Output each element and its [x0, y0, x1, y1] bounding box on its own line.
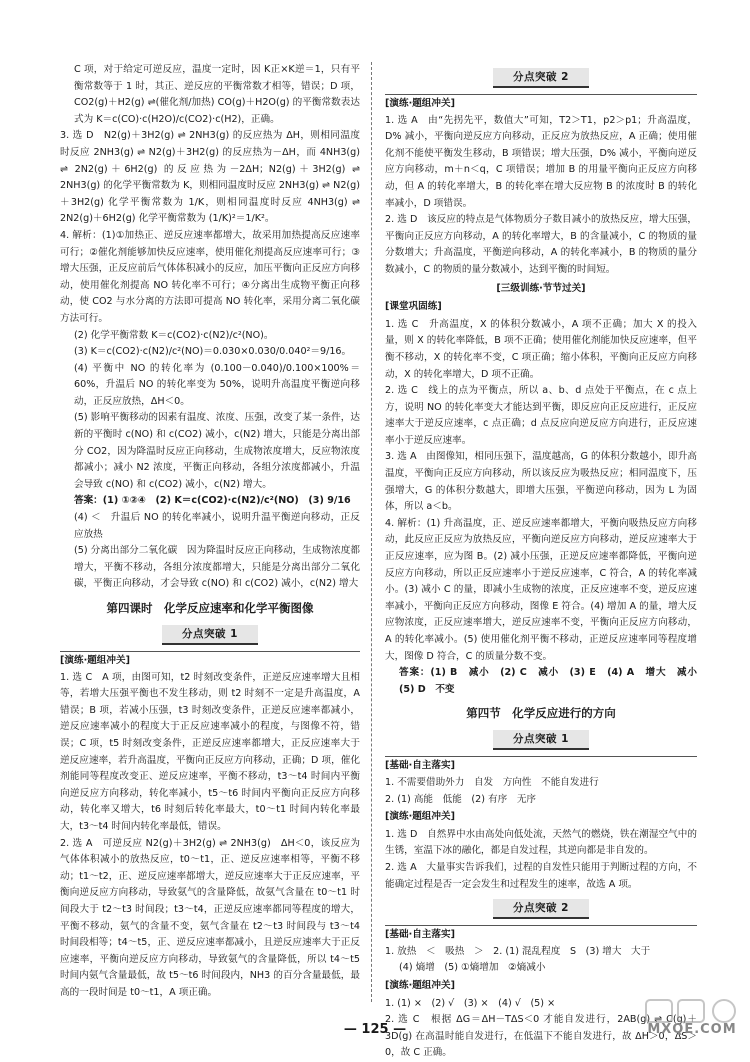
answer-paragraph: (4) ＜ 升温后 NO 的转化率减小，说明升温平衡逆向移动，正反应放热: [74, 512, 360, 540]
answer-paragraph: 1. 选 C 升高温度，X 的体积分数减小，A 项不正确；加大 X 的投入量，则 X 的转化率降低，B 项不正确；使用催化剂能加快反应速率，但平衡不移动，X 的转化率不变，C 项正确；缩小体积，平衡向正反应方向移动，X 的转化率增大，D 项不正确。: [385, 318, 697, 380]
answer-paragraph: (2) 化学平衡常数 K＝c(CO2)·c(N2)/c²(NO)。: [74, 329, 274, 341]
answer-paragraph: (4) 熵增 (5) ①熵增加 ②熵减小: [399, 962, 546, 974]
answer-paragraph: 3. 选 A 由图像知，相同压强下，温度越高，G 的体积分数越小，即升高温度，平衡向正反应方向移动，所以该反应为吸热反应；相同温度下，压强增大，G 的体积分数越大，即增大压强，平衡逆向移动，因为 L 为固体，所以 a＜b。: [385, 451, 697, 513]
page-number: — 125 —: [343, 1022, 407, 1037]
answer-paragraph: (4) 平衡中 NO 的转化率为 (0.100－0.040)/0.100×100%＝60%，升温后 NO 的转化率变为 50%，说明升高温度平衡逆向移动，正反应放热，ΔH＜0。: [74, 362, 360, 407]
answer-paragraph: 1. 选 A 由“先拐先平，数值大”可知，T2＞T1，p2＞p1；升高温度，D% 减小，平衡向逆反应方向移动，正反应为放热反应，A 正确；使用催化剂不能使平衡发生移动，B 项错误；增大压强，D% 减小，平衡向逆反应方向移动，m＋n＜q，C 项错误；增加 B 的用量平衡向正反应方向移动，但 A 的转化率增大，B 的转化率在增大反应物 B 的浓度时 B 的转化率减小，D 项错误。: [385, 114, 697, 209]
answer-paragraph: 2. 选 D 该反应的特点是气体物质分子数目减小的放热反应，增大压强，平衡向正反应方向移动，A 的转化率增大，B 的含量减小，C 的物质的量分数增大；升高温度，平衡逆向移动，A 的转化率减小，B 的物质的量分数减小，C 的物质的量分数减小，达到平衡的时间短。: [385, 214, 697, 275]
answer-paragraph: 1. (1) × (2) √ (3) × (4) √ (5) ×: [385, 997, 556, 1009]
basic-heading: [基础·自主落实]: [385, 925, 697, 944]
answer-paragraph: 3. 选 D N2(g)＋3H2(g) ⇌ 2NH3(g) 的反应热为 ΔH，则相同温度时反应 2NH3(g) ⇌ N2(g)＋3H2(g) 的反应热为－ΔH，而 4NH3(g) ⇌ 2N2(g)＋6H2(g) 的反应热为－2ΔH；N2(g)＋3H2(g) ⇌ 2NH3(g) 的化学平衡常数为 K，则相同温度时反应 2NH3(g) ⇌ N2(g)＋3H2(g) 化学平衡常数为 1/K，则相同温度时反应 4NH3(g) ⇌ 2N2(g)＋6H2(g) 化学平衡常数为 (1/K)²＝1/K²。: [60, 130, 360, 225]
section-title: 第四节 化学反应进行的方向: [466, 706, 616, 721]
answer-paragraph: 2. 选 A 大量事实告诉我们，过程的自发性只能用于判断过程的方向，不能确定过程是否一定会发生和过程发生的速率，故选 A 项。: [385, 861, 697, 890]
answer-paragraph: 2. 选 C 线上的点为平衡点，所以 a、b、d 点处于平衡点，在 c 点上方，说明 NO 的转化率变大才能达到平衡，即反应向正反应进行，正反应速率大于逆反应速率，c 点正确；d 点反应向逆反应方向进行，正反应速率小于逆反应速率。: [385, 385, 697, 446]
answer-paragraph: 2. 选 A 可逆反应 N2(g)＋3H2(g) ⇌ 2NH3(g) ΔH＜0，该反应为气体体积减小的放热反应，t0～t1，正、逆反应速率相等，平衡不移动；t1～t2，正、逆反应速率都增大，逆反应速率大于正反应速率，平衡向逆反应方向移动，导致氨气的含量降低，故氨气含量在 t0～t1 时间段大于 t2～t3 时间段；t3～t4，正逆反应速率都同等程度的增大，平衡不移动，氨气的含量不变，氨气含量在 t2～t3 时间段与 t3～t4 时间段相等；t4～t5，正、逆反应速率都减小，且逆反应速率大于正反应速率，平衡向逆反应方向移动，导致氨气的含量降低，所以 t4～t5 时间内氨气含量最低，故 t5～t6 时间段内，NH3 的百分含量最低，最高的一段时间是 t0～t1，A 项正确。: [60, 837, 360, 998]
breakthrough-heading: 分点突破 1: [162, 625, 258, 645]
answer-paragraph: 1. 选 D 自然界中水由高处向低处流，天然气的燃烧，铁在潮湿空气中的生锈，室温下冰的融化，都是自发过程，其逆向都是非自发的。: [385, 828, 697, 857]
answer-paragraph: 1. 放热 ＜ 吸热 ＞ 2. (1) 混乱程度 S (3) 增大 大于: [385, 945, 651, 957]
breakthrough-heading: 分点突破 1: [493, 730, 589, 750]
lesson-title: 第四课时 化学反应速率和化学平衡图像: [106, 601, 314, 615]
drill-heading: [演练·题组冲关]: [385, 811, 455, 823]
answer-paragraph: 4. 解析：(1)①加热正、逆反应速率都增大，故采用加热提高反应速率可行；②催化剂能够加快反应速率，使用催化剂提高反应速率可行；③增大压强，正反应前后气体体积减小的反应，加压平衡向正反应方向移动，使用催化剂提高 NO 转化率不可行；④分离出生成物平衡正向移动，使 CO2 与水分离的方法即可提高 NO 转化率，采用分离二氧化碳方法可行。: [60, 229, 360, 324]
column-divider: [371, 62, 372, 1002]
answer-paragraph: 4. 解析：(1) 升高温度，正、逆反应速率都增大，平衡向吸热反应方向移动，此反应正反应为放热反应，平衡向逆反应方向移动，逆反应速率大于正反应速率，应为图 B。(2) 减小压强，正逆反应速率都降低，平衡向逆反应方向移动，所以正反应速率小于逆反应速率，C 符合，A 的转化率减小。(3) 减小 C 的量，即减小生成物的浓度，正反应速率不变，逆反应速率减小，平衡向正反应方向移动，图像 E 符合。(4) 增加 A 的量，增大反应物浓度，正反应速率增大，逆反应速率不变，平衡向正反应方向移动，A 的转化率减小。(5) 使用催化剂平衡不移动，正逆反应速率同等程度增大，图像 D 符合，C 的质量分数不变。: [385, 517, 697, 662]
drill-heading: [演练·题组冲关]: [60, 651, 360, 670]
drill-heading: [演练·题组冲关]: [385, 979, 455, 991]
answer-paragraph: 1. 选 C A 项，由图可知，t2 时刻改变条件，正逆反应速率增大且相等，若增大压强平衡也不发生移动，则 t2 时刻不一定是升高温度，A 错误；B 项，若减小压强，t3 时刻改变条件，正逆反应速率都减小，逆反应速率减小的程度大于正反应速率减小的程度，与图像不符，错误；C 项，t5 时刻改变条件，正逆反应速率都增大，正反应速率大于逆反应速率，若升高温度，平衡向正反应方向移动，正确；D 项，催化剂能同等程度改变正、逆反应速率，平衡不移动，t3～t4 时间内平衡向逆反应方向移动，转化率减小，t5～t6 时间内平衡向正反应方向移动，转化率又增大，t6 时刻后转化率最大，t0～t1 时间内转化率最大，t3～t4 时间内转化率最低，错误。: [60, 671, 360, 832]
answer-paragraph: C 项，对于给定可逆反应，温度一定时，因 K正×K逆＝1，只有平衡常数等于 1 时，其正、逆反应的平衡常数才相等，错误；D 项，CO2(g)＋H2(g) ⇌(催化剂/加热) CO(g)＋H2O(g) 的平衡常数表达式为 K＝c(CO)·c(H2O)/c(CO2)·c(H2)，正确。: [74, 64, 360, 125]
breakthrough-heading: 分点突破 2: [493, 899, 589, 919]
answer-summary: 答案：(1) ①②④ (2) K＝c(CO2)·c(N2)/c²(NO) (3) 9/16: [74, 495, 351, 507]
basic-heading: [基础·自主落实]: [385, 756, 697, 775]
answer-summary: 答案：(1) B 减小 (2) C 减小 (3) E (4) A 增大 减小 (5) D 不变: [399, 667, 707, 695]
answer-paragraph: 2. 选 C 根据 ΔG＝ΔH－TΔS＜0 才能自发进行，2AB(g) ⇌ C(g)＋3D(g) 在高温时能自发进行，在低温下不能自发进行，故 ΔH＞0，ΔS＞0，故 C 正确。: [385, 1014, 697, 1059]
training-heading: [三级训练·节节过关]: [496, 282, 586, 294]
answer-paragraph: (3) K＝c(CO2)·c(N2)/c²(NO)＝0.030×0.030/0.040²＝9/16。: [74, 346, 352, 358]
left-column: [60, 62, 360, 1001]
answer-paragraph: 1. 不需要借助外力 自发 方向性 不能自发进行: [385, 776, 599, 788]
breakthrough-heading: 分点突破 2: [493, 68, 589, 88]
answer-paragraph: (5) 分离出部分二氧化碳 因为降温时反应正向移动，生成物浓度都增大，平衡不移动，各组分浓度都增大，只能是分离出部分二氧化碳，平衡正向移动，才会导致 c(NO) 和 c(CO2) 减小，c(N2) 增大: [74, 545, 360, 590]
answer-paragraph: 2. (1) 高能 低能 (2) 有序 无序: [385, 793, 537, 805]
drill-heading: [演练·题组冲关]: [385, 94, 697, 113]
watermark-text: MXQE.COM: [647, 1022, 737, 1037]
class-practice-heading: [课堂巩固练]: [385, 301, 442, 313]
right-column: [385, 62, 707, 1062]
answer-paragraph: (5) 影响平衡移动的因素有温度、浓度、压强，改变了某一条件，达新的平衡时 c(NO) 和 c(CO2) 减小，c(N2) 增大，只能是分离出部分 CO2，因为降温时反应正向移动，生成物浓度增大，反应物浓度都减小；减小 N2 浓度，平衡正向移动，各组分浓度都减小，升温会导致 c(NO) 和 c(CO2) 减小，c(N2) 增大。: [74, 412, 360, 490]
